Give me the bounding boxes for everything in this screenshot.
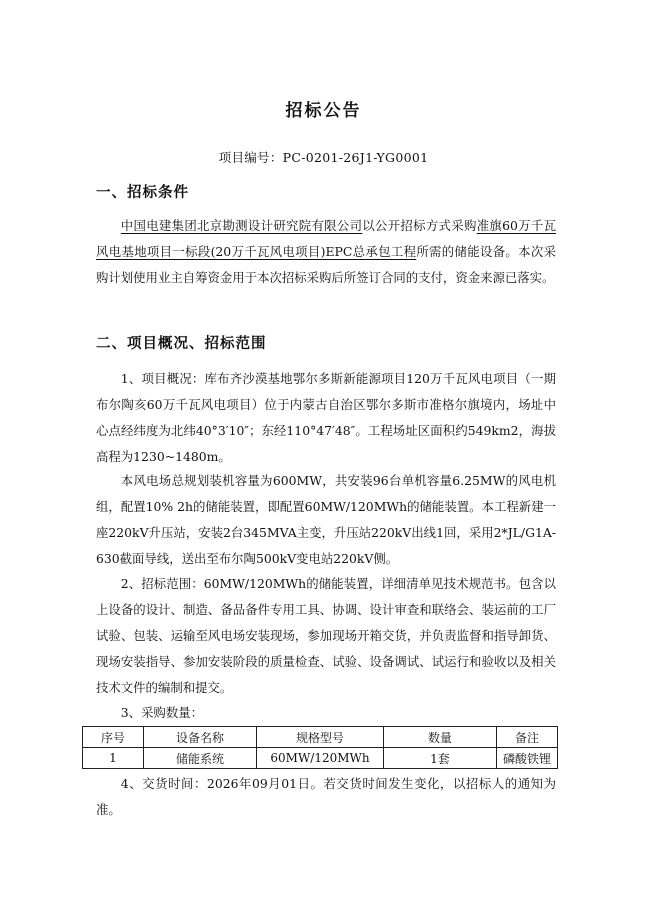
section-heading-bidding-conditions: 一、招标条件 [96,185,189,201]
page-title: 招标公告 [285,101,362,121]
funding-text: 所需的储能设备。本次采购计划使用业主自筹资金用于本次招标采购后所签订合同的支付，资金来源已落实。 [96,244,557,285]
table-cell: 60MW/120MWh [257,748,384,769]
table-cell: 1套 [384,748,497,769]
table-cell: 1 [83,748,144,769]
project-number: 项目编号：PC-0201-26J1-YG0001 [218,150,429,165]
bidding-conditions-paragraph [96,213,556,291]
capacity-paragraph: 本风电场总规划装机容量为600MW，共安装96台单机容量6.25MW的风电机组，配置10% 2h的储能装置，即配置60MW/120MWh的储能装置。本工程新建一座220kV升压站，安装2台345MVA主变，升压站220kV出线1回，采用2*JL/G1A-630截面导线，送出至布尔陶500kV变电站220kV侧。 [96,473,556,566]
table-row [83,748,558,769]
header-cell: 序号 [83,727,144,748]
section-heading-project-overview: 二、项目概况、招标范围 [96,336,267,352]
purchase-table [82,726,558,769]
project-name: 准旗60万千瓦风电基地项目一标段(20万千瓦风电项目)EPC总承包工程 [96,218,557,259]
buyer-name: 中国电建集团北京勘测设计研究院有限公司 [120,218,363,233]
table-cell: 储能系统 [144,748,257,769]
bidding-method-text: 以公开招标方式采购 [362,218,477,233]
header-cell: 规格型号 [257,727,384,748]
bidding-scope-paragraph: 2、招标范围：60MW/120MWh的储能装置，详细清单见技术规范书。包含以上设备的设计、制造、备品备件专用工具、协调、设计审查和联络会、装运前的工厂试验、包装、运输至风电场安装现场，参加现场开箱交货，并负责监督和指导卸货、现场安装指导、参加安装阶段的质量检查、试验、设备调试、试运行和验收以及相关技术文件的编制和提交。 [96,576,556,695]
delivery-time-paragraph: 4、交货时间：2026年09月01日。若交货时间发生变化，以招标人的通知为准。 [96,776,556,817]
header-cell: 设备名称 [144,727,257,748]
project-overview-paragraph: 1、项目概况：库布齐沙漠基地鄂尔多斯新能源项目120万千瓦风电项目（一期布尔陶亥60万千瓦风电项目）位于内蒙古自治区鄂尔多斯市准格尔旗境内，场址中心点经纬度为北纬40°3′10″；东经110°47′48″。工程场址区面积约549km2，海拔高程为1230~1480m。 [96,371,556,464]
purchase-quantity-label: 3、采购数量： [120,705,204,720]
header-cell: 备注 [497,727,558,748]
table-header-row [83,727,558,748]
header-cell: 数量 [384,727,497,748]
table-cell: 磷酸铁锂 [497,748,558,769]
